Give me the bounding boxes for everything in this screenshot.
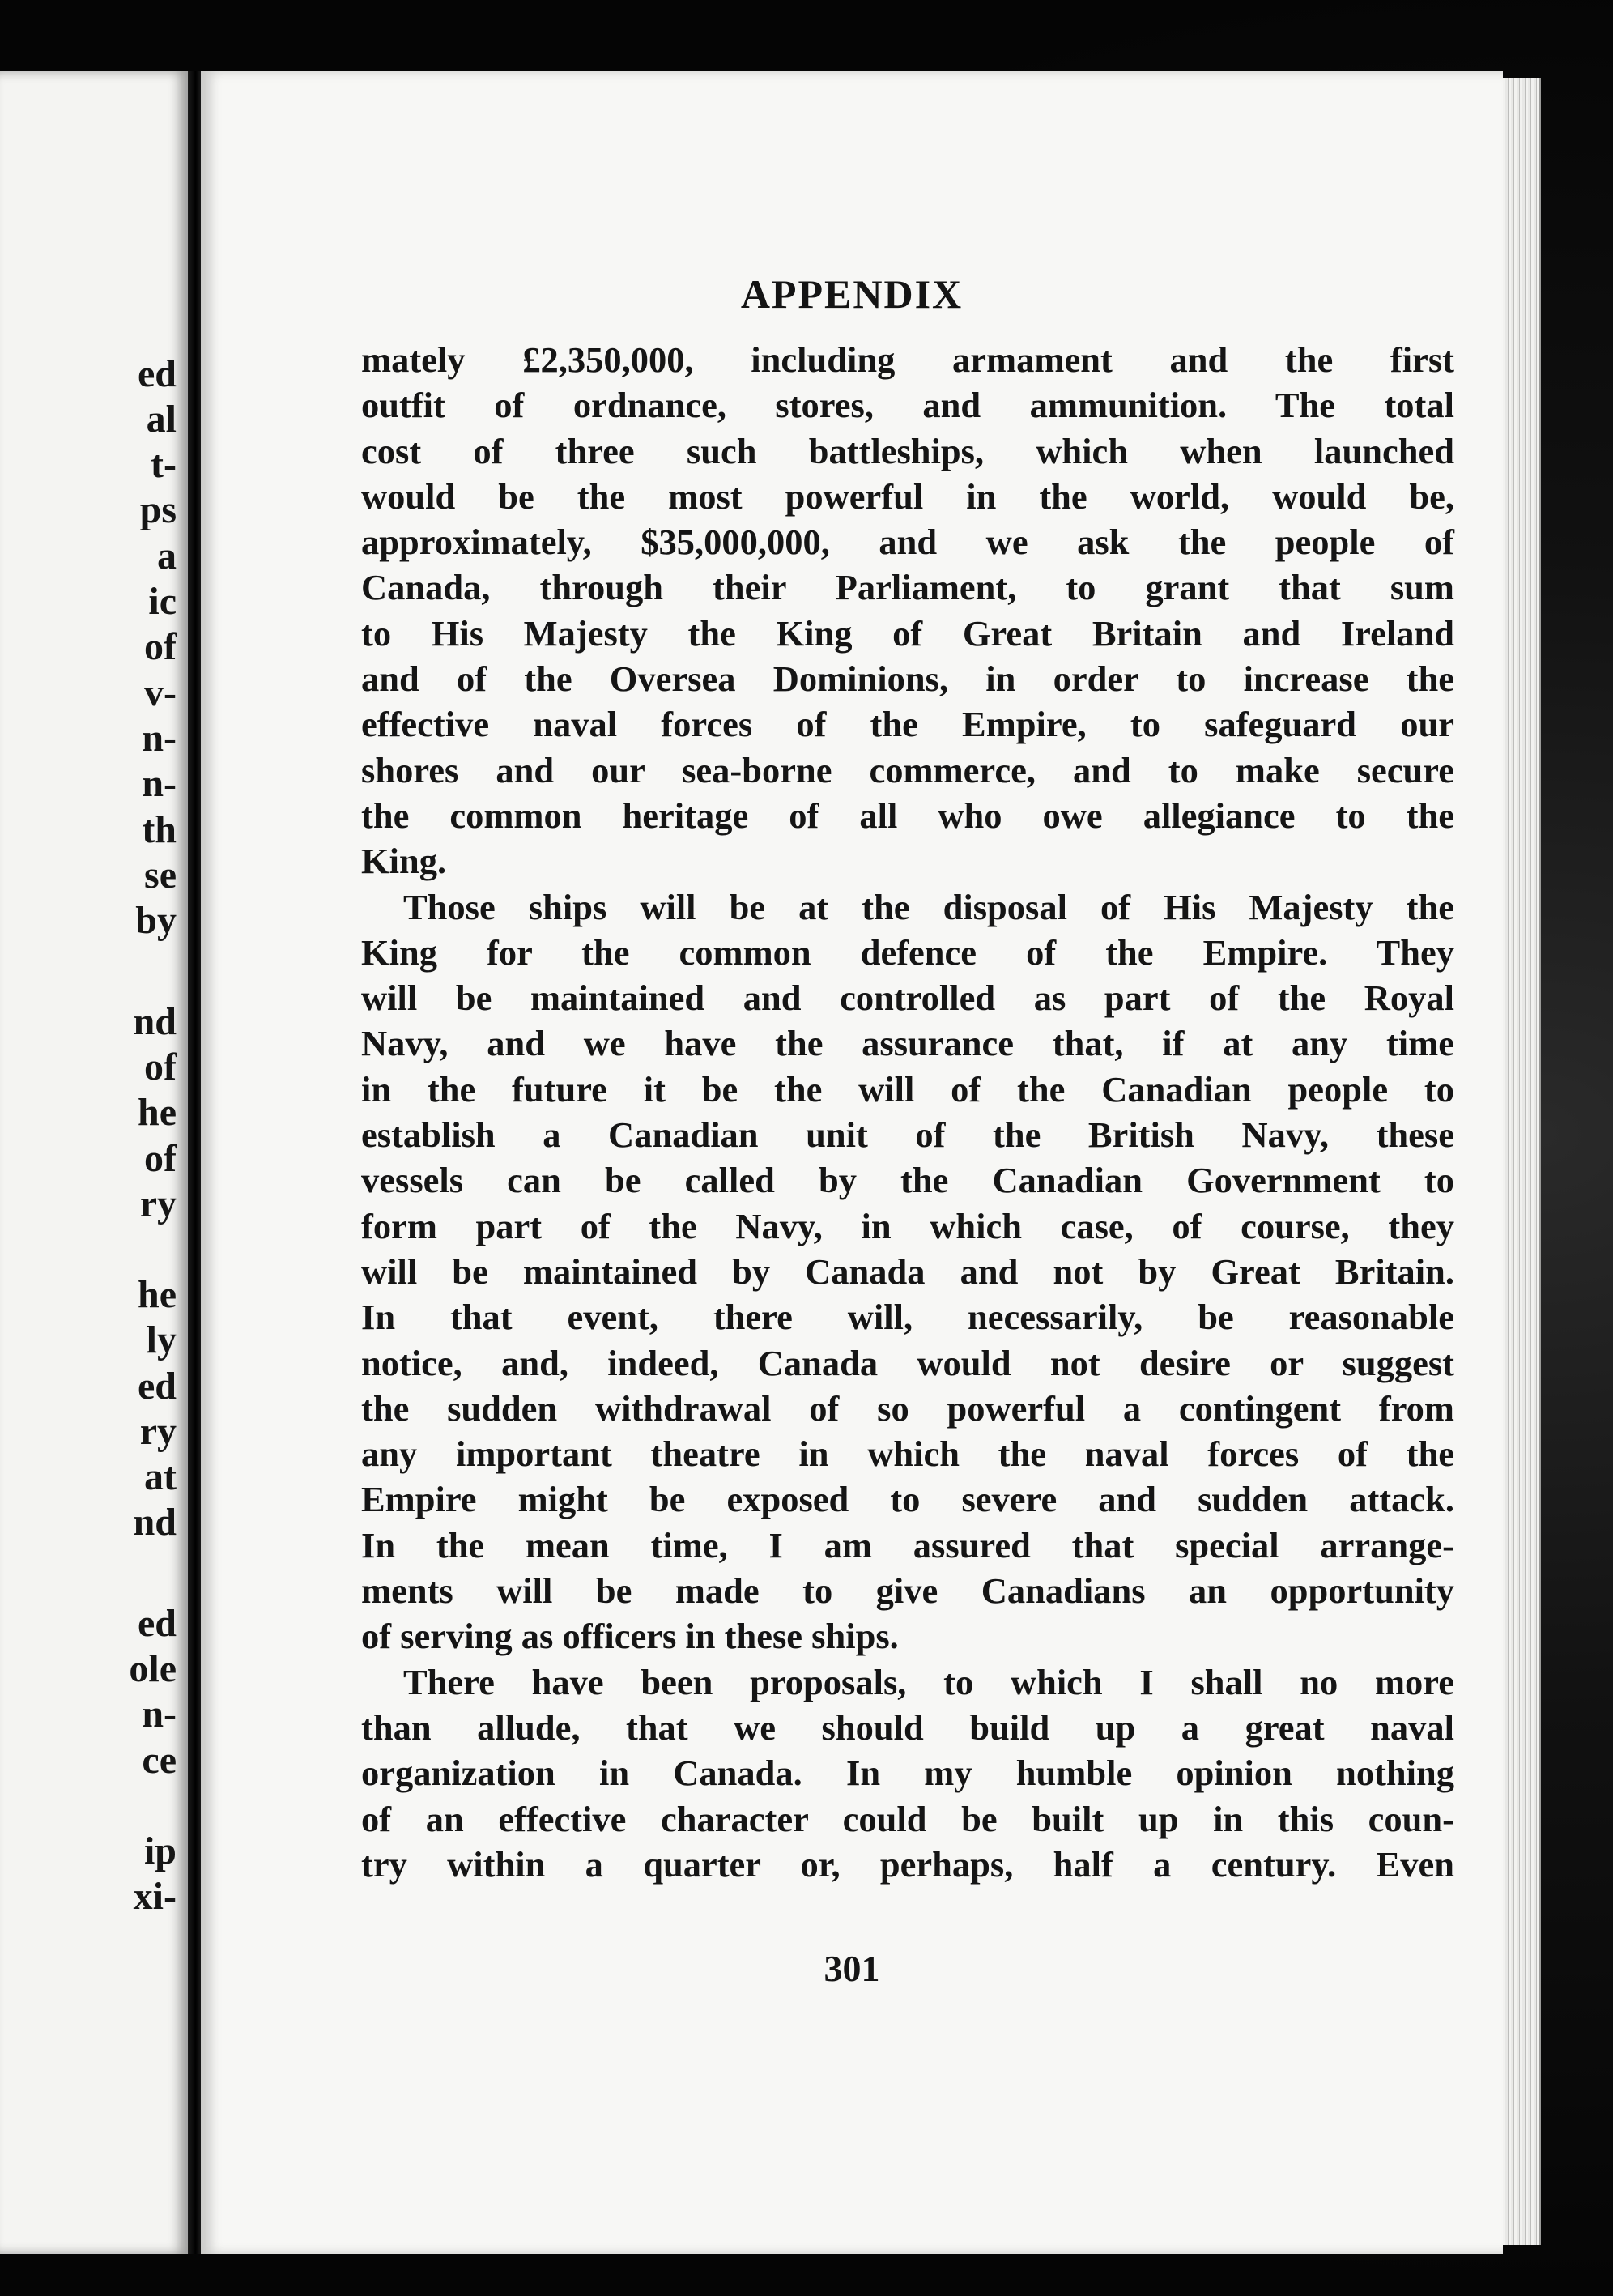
facing-page-fragment: nd xyxy=(133,1000,177,1043)
text-line: Canada, through their Parliament, to grant that sum xyxy=(361,567,1454,608)
facing-page-fragment: n- xyxy=(142,717,177,760)
book-page xyxy=(201,71,1503,2254)
facing-page-fragment: al xyxy=(146,398,177,441)
text-line: vessels can be called by the Canadian Government to xyxy=(361,1160,1454,1201)
facing-page-fragment: n- xyxy=(142,762,177,805)
facing-page-fragment: v- xyxy=(144,671,177,714)
page-edge-stack xyxy=(1500,78,1541,2245)
facing-page-fragment: ole xyxy=(129,1647,177,1690)
facing-page-fragment: at xyxy=(144,1455,177,1498)
running-head: APPENDIX xyxy=(740,271,964,317)
facing-page-fragment: a xyxy=(157,535,177,577)
facing-page-fragment: n- xyxy=(142,1693,177,1736)
facing-page-fragment: by xyxy=(135,899,177,942)
facing-page-fragment: t- xyxy=(151,443,177,486)
facing-page-fragment: ip xyxy=(143,1830,177,1872)
facing-page-fragment: of xyxy=(144,1137,177,1180)
facing-page-fragment: he xyxy=(138,1273,177,1316)
book-gutter xyxy=(188,71,201,2254)
text-line: In that event, there will, necessarily, be reasonable xyxy=(361,1297,1454,1338)
text-line: establish a Canadian unit of the British Navy, these xyxy=(361,1114,1454,1156)
text-line: to His Majesty the King of Great Britain and Ireland xyxy=(361,612,1454,654)
facing-page-fragment: th xyxy=(142,808,177,851)
text-line: There have been proposals, to which I shall no more xyxy=(403,1661,1454,1702)
facing-page-fragment: ed xyxy=(138,1602,177,1645)
text-line: would be the most powerful in the world, would be, xyxy=(361,475,1454,517)
facing-page-fragment: ed xyxy=(138,1365,177,1408)
facing-page-fragment: xi- xyxy=(133,1875,177,1918)
facing-page-fragment: of xyxy=(144,625,177,668)
text-line: will be maintained and controlled as part of the Royal xyxy=(361,978,1454,1019)
facing-page-left xyxy=(0,71,188,2254)
text-line: ments will be made to give Canadians an opportunity xyxy=(361,1570,1454,1612)
text-line: King. xyxy=(361,841,447,882)
text-line: the common heritage of all who owe allegiance to the xyxy=(361,794,1454,836)
facing-page-fragment: se xyxy=(144,854,177,897)
facing-page-fragment: he xyxy=(138,1091,177,1134)
text-line: will be maintained by Canada and not by Great Britain. xyxy=(361,1250,1454,1292)
facing-page-fragment: nd xyxy=(133,1501,177,1544)
text-line: King for the common defence of the Empire. They xyxy=(361,931,1454,973)
text-line: mately £2,350,000, including armament and the first xyxy=(361,339,1454,380)
text-line: than allude, that we should build up a great naval xyxy=(361,1706,1454,1748)
facing-page-fragment: of xyxy=(144,1046,177,1088)
facing-page-fragment: ry xyxy=(139,1182,177,1225)
body-text xyxy=(361,337,1454,1887)
facing-page-fragment: ry xyxy=(139,1410,177,1453)
text-line: notice, and, indeed, Canada would not desire or suggest xyxy=(361,1342,1454,1383)
text-line: form part of the Navy, in which case, of course, they xyxy=(361,1205,1454,1246)
text-line: of serving as officers in these ships. xyxy=(361,1616,899,1657)
text-line: Those ships will be at the disposal of His Majesty the xyxy=(403,886,1454,927)
text-line: the sudden withdrawal of so powerful a contingent from xyxy=(361,1387,1454,1429)
text-line: outfit of ordnance, stores, and ammunition. The total xyxy=(361,385,1454,426)
text-line: in the future it be the will of the Canadian people to xyxy=(361,1068,1454,1110)
text-line: of an effective character could be built up in this coun- xyxy=(361,1798,1454,1839)
text-line: Navy, and we have the assurance that, if at any time xyxy=(361,1023,1454,1064)
facing-page-fragment: ed xyxy=(138,352,177,395)
facing-page-fragment: ly xyxy=(146,1318,177,1361)
text-line: shores and our sea-borne commerce, and to make secure xyxy=(361,749,1454,790)
text-line: any important theatre in which the naval forces of the xyxy=(361,1433,1454,1475)
text-line: and of the Oversea Dominions, in order to increase the xyxy=(361,658,1454,700)
page-number: 301 xyxy=(824,1948,880,1989)
facing-page-fragment: ps xyxy=(139,488,177,531)
text-line: Empire might be exposed to severe and sudden attack. xyxy=(361,1479,1454,1520)
text-line: In the mean time, I am assured that special arrange- xyxy=(361,1524,1454,1565)
facing-page-fragment: ic xyxy=(148,580,177,623)
text-line: organization in Canada. In my humble opinion nothing xyxy=(361,1753,1454,1794)
text-line: try within a quarter or, perhaps, half a century. Even xyxy=(361,1843,1454,1885)
facing-page-fragment: ce xyxy=(142,1739,177,1782)
text-line: effective naval forces of the Empire, to safeguard our xyxy=(361,704,1454,745)
text-line: cost of three such battleships, which when launched xyxy=(361,430,1454,471)
text-line: approximately, $35,000,000, and we ask the people of xyxy=(361,522,1454,563)
